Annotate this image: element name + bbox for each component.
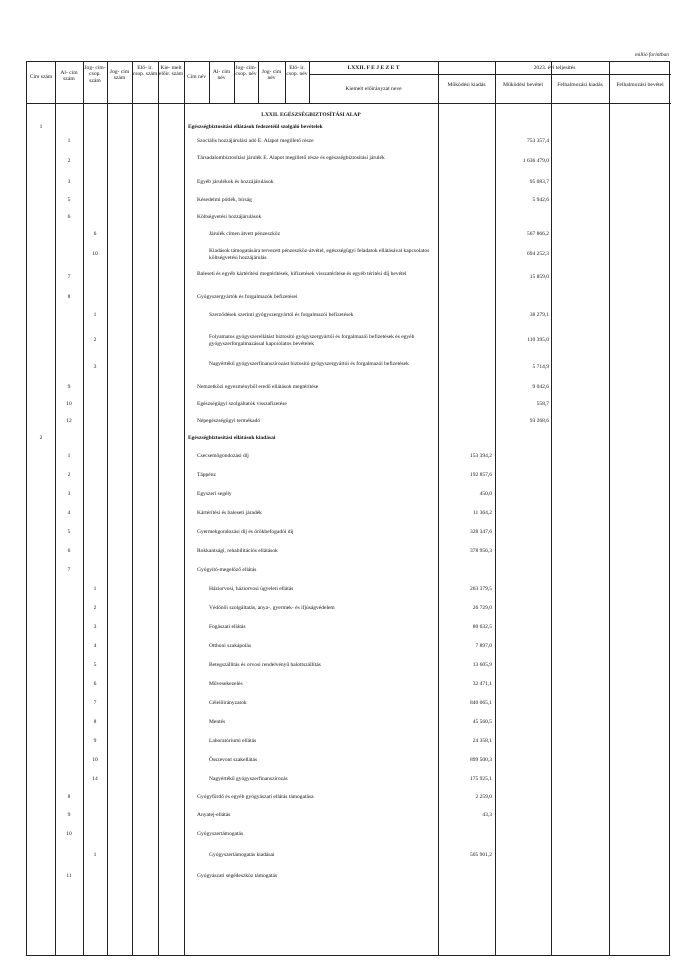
- cell-alcim: 3: [67, 179, 71, 185]
- cell-name: Mentés: [209, 719, 226, 725]
- cell-name: Táppénz: [197, 472, 216, 478]
- header-mukodesi-bevetel: Működési bevétel: [503, 82, 543, 88]
- cell-jogcimcsop: 14: [92, 776, 98, 782]
- cell-cim: 2: [39, 435, 43, 441]
- cell-jogcimcsop: 10: [92, 251, 98, 257]
- cell-name: Költségvetési hozzájárulások: [197, 214, 262, 220]
- cell-cim: 1: [39, 123, 43, 130]
- cell-name: Otthoni szakápolás: [209, 643, 252, 649]
- cell-mukodesi-bevetel: 694 252,3: [527, 251, 549, 257]
- fund-title: LXXII. EGÉSZSÉGBIZTOSÍTÁSI ALAP: [261, 112, 361, 118]
- cell-name: Késedelmi pótlék, bírság: [197, 197, 252, 203]
- cell-jogcimcsop: 6: [93, 681, 97, 687]
- cell-name: Laboratóriumi ellátás: [209, 738, 257, 744]
- cell-mukodesi-bevetel: 95 083,7: [529, 179, 549, 185]
- cell-mukodesi-bevetel: 567 866,2: [527, 231, 549, 237]
- cell-jogcimcsop: 6: [93, 231, 97, 237]
- cell-alcim: 1: [67, 138, 71, 144]
- cell-alcim: 12: [66, 418, 72, 424]
- cell-mukodesi-kiadas: 899 500,3: [470, 757, 492, 763]
- cell-mukodesi-bevetel: 5 714,9: [532, 364, 549, 370]
- header-jogcim-nev: Jog- cím név: [261, 69, 282, 82]
- cell-mukodesi-kiadas: 45 560,5: [472, 719, 492, 725]
- cell-name: Nagyértékű gyógyszerfinanszírozás: [209, 776, 288, 782]
- cell-jogcimcsop: 3: [93, 364, 97, 370]
- cell-mukodesi-kiadas: 192 857,6: [470, 472, 492, 478]
- cell-alcim: 5: [67, 529, 71, 535]
- cell-alcim: 7: [67, 567, 71, 573]
- cell-name: Fogászati ellátás: [209, 624, 246, 630]
- cell-name: Gyógyszertámogatás: [197, 831, 244, 837]
- cell-mukodesi-kiadas: 450,0: [479, 491, 492, 497]
- header-eloir-csop-nev: Elő- ir. csop. név: [286, 65, 308, 78]
- header-alcim-szam: Al- cím szám: [60, 70, 78, 83]
- cell-alcim: 1: [67, 453, 71, 459]
- cell-name: Társadalombiztosítási járulék E. Alapot megillető része és egészségbiztosítási járulék: [197, 154, 385, 161]
- cell-name: Betegszállítás és orvosi rendelvényű halottszállítás: [209, 662, 321, 668]
- cell-alcim: 8: [67, 794, 71, 800]
- cell-name: Háziorvosi, háziorvosi ügyeleti ellátás: [209, 586, 294, 592]
- cell-mukodesi-bevetel: 558,7: [536, 401, 549, 407]
- cell-name: Védőnői szolgáltatás, anya-, gyermek- és ifjúságvédelem: [209, 605, 335, 611]
- cell-jogcimcsop: 8: [93, 719, 97, 725]
- cell-name: Csecsemőgondozási díj: [197, 453, 249, 459]
- cell-mukodesi-kiadas: 13 605,9: [472, 662, 492, 668]
- cell-alcim: 9: [67, 384, 71, 390]
- cell-alcim: 2: [67, 472, 71, 478]
- cell-alcim: 8: [67, 294, 71, 300]
- cell-mukodesi-kiadas: 175 925,1: [470, 776, 492, 782]
- cell-name: Gyógyfürdő és egyéb gyógyászati ellátás támogatása: [197, 794, 314, 800]
- cell-name: Gyógyszertámogatás kiadásai: [209, 852, 275, 858]
- header-alcim-nev: Al- cím név: [212, 69, 231, 82]
- cell-alcim: 9: [67, 812, 71, 818]
- cell-alcim: 3: [67, 491, 71, 497]
- cell-jogcimcsop: 4: [93, 643, 97, 649]
- cell-alcim: 7: [67, 274, 71, 280]
- cell-mukodesi-bevetel: 110 395,0: [527, 337, 549, 343]
- cell-mukodesi-bevetel: 15 859,0: [529, 274, 549, 280]
- header-cim-szam: Cím szám: [29, 74, 53, 80]
- cell-name: Járulék címen átvett pénzeszköz: [209, 231, 281, 237]
- header-mukodesi-kiadas: Működési kiadás: [447, 82, 486, 88]
- cell-name: Népegészségügyi termékadó: [197, 418, 261, 424]
- cell-jogcimcsop: 1: [93, 586, 97, 592]
- cell-alcim: 5: [67, 197, 71, 203]
- cell-name: Kiadások támogatására tervezett pénzeszköz-átvétel, egészségügyi feladatok ellátásával kapcsolatos költségvetési hozzájárulás: [209, 247, 430, 261]
- cell-name: Szociális hozzájárulási adó E. Alapot megillető része: [197, 138, 314, 144]
- cell-name: Összevont szakellátás: [209, 757, 258, 763]
- cell-name: Egészségügyi szolgáltatók visszafizetése: [197, 401, 287, 407]
- cell-mukodesi-kiadas: 153 394,2: [470, 453, 492, 459]
- cell-name: Rokkantsági, rehabilitációs ellátások: [197, 548, 278, 554]
- cell-alcim: 6: [67, 548, 71, 554]
- cell-mukodesi-kiadas: 505 901,2: [470, 852, 492, 858]
- header-jogcim-szam: Jog- cím szám: [109, 69, 130, 82]
- cell-mukodesi-kiadas: 80 632,5: [472, 624, 492, 630]
- cell-name: Anyatej-ellátás: [197, 812, 231, 818]
- header-cim-nev: Cím név: [186, 74, 207, 80]
- cell-mukodesi-bevetel: 38 279,1: [529, 312, 549, 318]
- cell-name: Gyógyászati segédeszköz támogatás: [197, 873, 278, 879]
- cell-name: Gyógyító-megelőző ellátás: [197, 567, 257, 573]
- cell-name: Egyéb járulékok és hozzájárulások: [197, 179, 274, 185]
- cell-name: Kártérítési és baleseti járadék: [197, 510, 262, 516]
- cell-alcim: 10: [66, 401, 72, 407]
- cell-name: Nagyértékű gyógyszerfinanszírozást biztosító gyógyszergyártói és forgalmazói befizetések: [209, 360, 409, 367]
- cell-mukodesi-bevetel: 1 636 479,0: [522, 158, 549, 164]
- cell-name: Célelőirányzatok: [209, 700, 247, 706]
- cell-mukodesi-kiadas: 7 897,0: [475, 643, 492, 649]
- cell-name: Művesekezelés: [209, 681, 243, 687]
- cell-name: Egyszeri segély: [197, 491, 232, 497]
- cell-jogcimcsop: 9: [93, 738, 97, 744]
- cell-mukodesi-kiadas: 32 471,1: [472, 681, 492, 687]
- cell-alcim: 4: [67, 510, 71, 516]
- cell-jogcimcsop: 7: [93, 700, 97, 706]
- header-jogcimcsop-szam: Jog- cím- csop. szám: [84, 65, 106, 84]
- cell-mukodesi-kiadas: 2 259,0: [475, 794, 492, 800]
- cell-jogcimcsop: 1: [93, 312, 97, 318]
- cell-name: Baleseti és egyéb kártérítési megtérítések, kifizetések visszatérítése és egyéb térítési díj bevétel: [197, 270, 407, 277]
- cell-mukodesi-bevetel: 9 042,6: [532, 384, 549, 390]
- cell-alcim: 11: [66, 873, 72, 879]
- cell-name: Egészségbiztosítási ellátások kiadásai: [188, 435, 276, 441]
- cell-name: Nemzetközi egyezményből eredő ellátások megtérítése: [197, 384, 319, 390]
- cell-name: Gyógyszergyártók és forgalmazók befizetései: [197, 294, 298, 300]
- cell-mukodesi-kiadas: 263 379,5: [470, 586, 492, 592]
- cell-alcim: 10: [66, 831, 72, 837]
- cell-name: Szerződések szerinti gyógyszergyártói és forgalmazói befizetések: [209, 312, 354, 318]
- header-year: 2023. évi teljesítés: [533, 65, 576, 71]
- header-kiemelt-eloir-szam: Kie- melt előir. szám: [158, 65, 184, 78]
- cell-mukodesi-kiadas: 840 065,1: [470, 700, 492, 706]
- cell-alcim: 2: [67, 158, 71, 164]
- header-kiemelt-nev: Kiemelt előirányzat neve: [345, 86, 402, 92]
- cell-name: Gyermekgondozási díj és örökbefogadói díj: [197, 529, 294, 535]
- cell-alcim: 6: [67, 214, 71, 220]
- cell-mukodesi-kiadas: 328 347,6: [470, 529, 492, 535]
- cell-mukodesi-kiadas: 24 358,1: [472, 738, 492, 744]
- budget-table: [26, 61, 670, 956]
- cell-mukodesi-bevetel: 753 357,4: [527, 138, 549, 144]
- cell-jogcimcsop: 2: [93, 605, 97, 611]
- unit-label: millió forintban: [635, 52, 669, 58]
- header-jogcimcsop-nev: Jog- cím- csop. név: [235, 65, 257, 78]
- cell-jogcimcsop: 5: [93, 662, 97, 668]
- cell-mukodesi-kiadas: 11 364,2: [472, 510, 492, 516]
- cell-mukodesi-kiadas: 378 956,3: [470, 548, 492, 554]
- cell-jogcimcsop: 10: [92, 757, 98, 763]
- cell-jogcimcsop: 3: [93, 624, 97, 630]
- cell-jogcimcsop: 2: [93, 337, 97, 343]
- header-eloir-csop-szam: Elő- ir. csop. szám: [132, 65, 158, 78]
- cell-mukodesi-bevetel: 93 268,6: [529, 418, 549, 424]
- cell-mukodesi-bevetel: 5 942,6: [532, 197, 549, 203]
- cell-name: Folyamatos gyógyszerellátást biztosító gyógyszergyártói és forgalmazói befizetések és egyéb gyógyszerforgalmazással kapcsolatos bevételek: [209, 333, 415, 347]
- cell-name: Egészségbiztosítási ellátások fedezetéül szolgáló bevételek: [188, 123, 323, 130]
- chapter-title: LXXII. F E J E Z E T: [347, 65, 400, 71]
- cell-jogcimcsop: 1: [93, 852, 97, 858]
- header-felhalmozasi-bevetel: Felhalmozási bevétel: [616, 82, 664, 88]
- cell-mukodesi-kiadas: 43,3: [482, 812, 492, 818]
- header-felhalmozasi-kiadas: Felhalmozási kiadás: [557, 82, 603, 88]
- cell-mukodesi-kiadas: 26 729,0: [472, 605, 492, 611]
